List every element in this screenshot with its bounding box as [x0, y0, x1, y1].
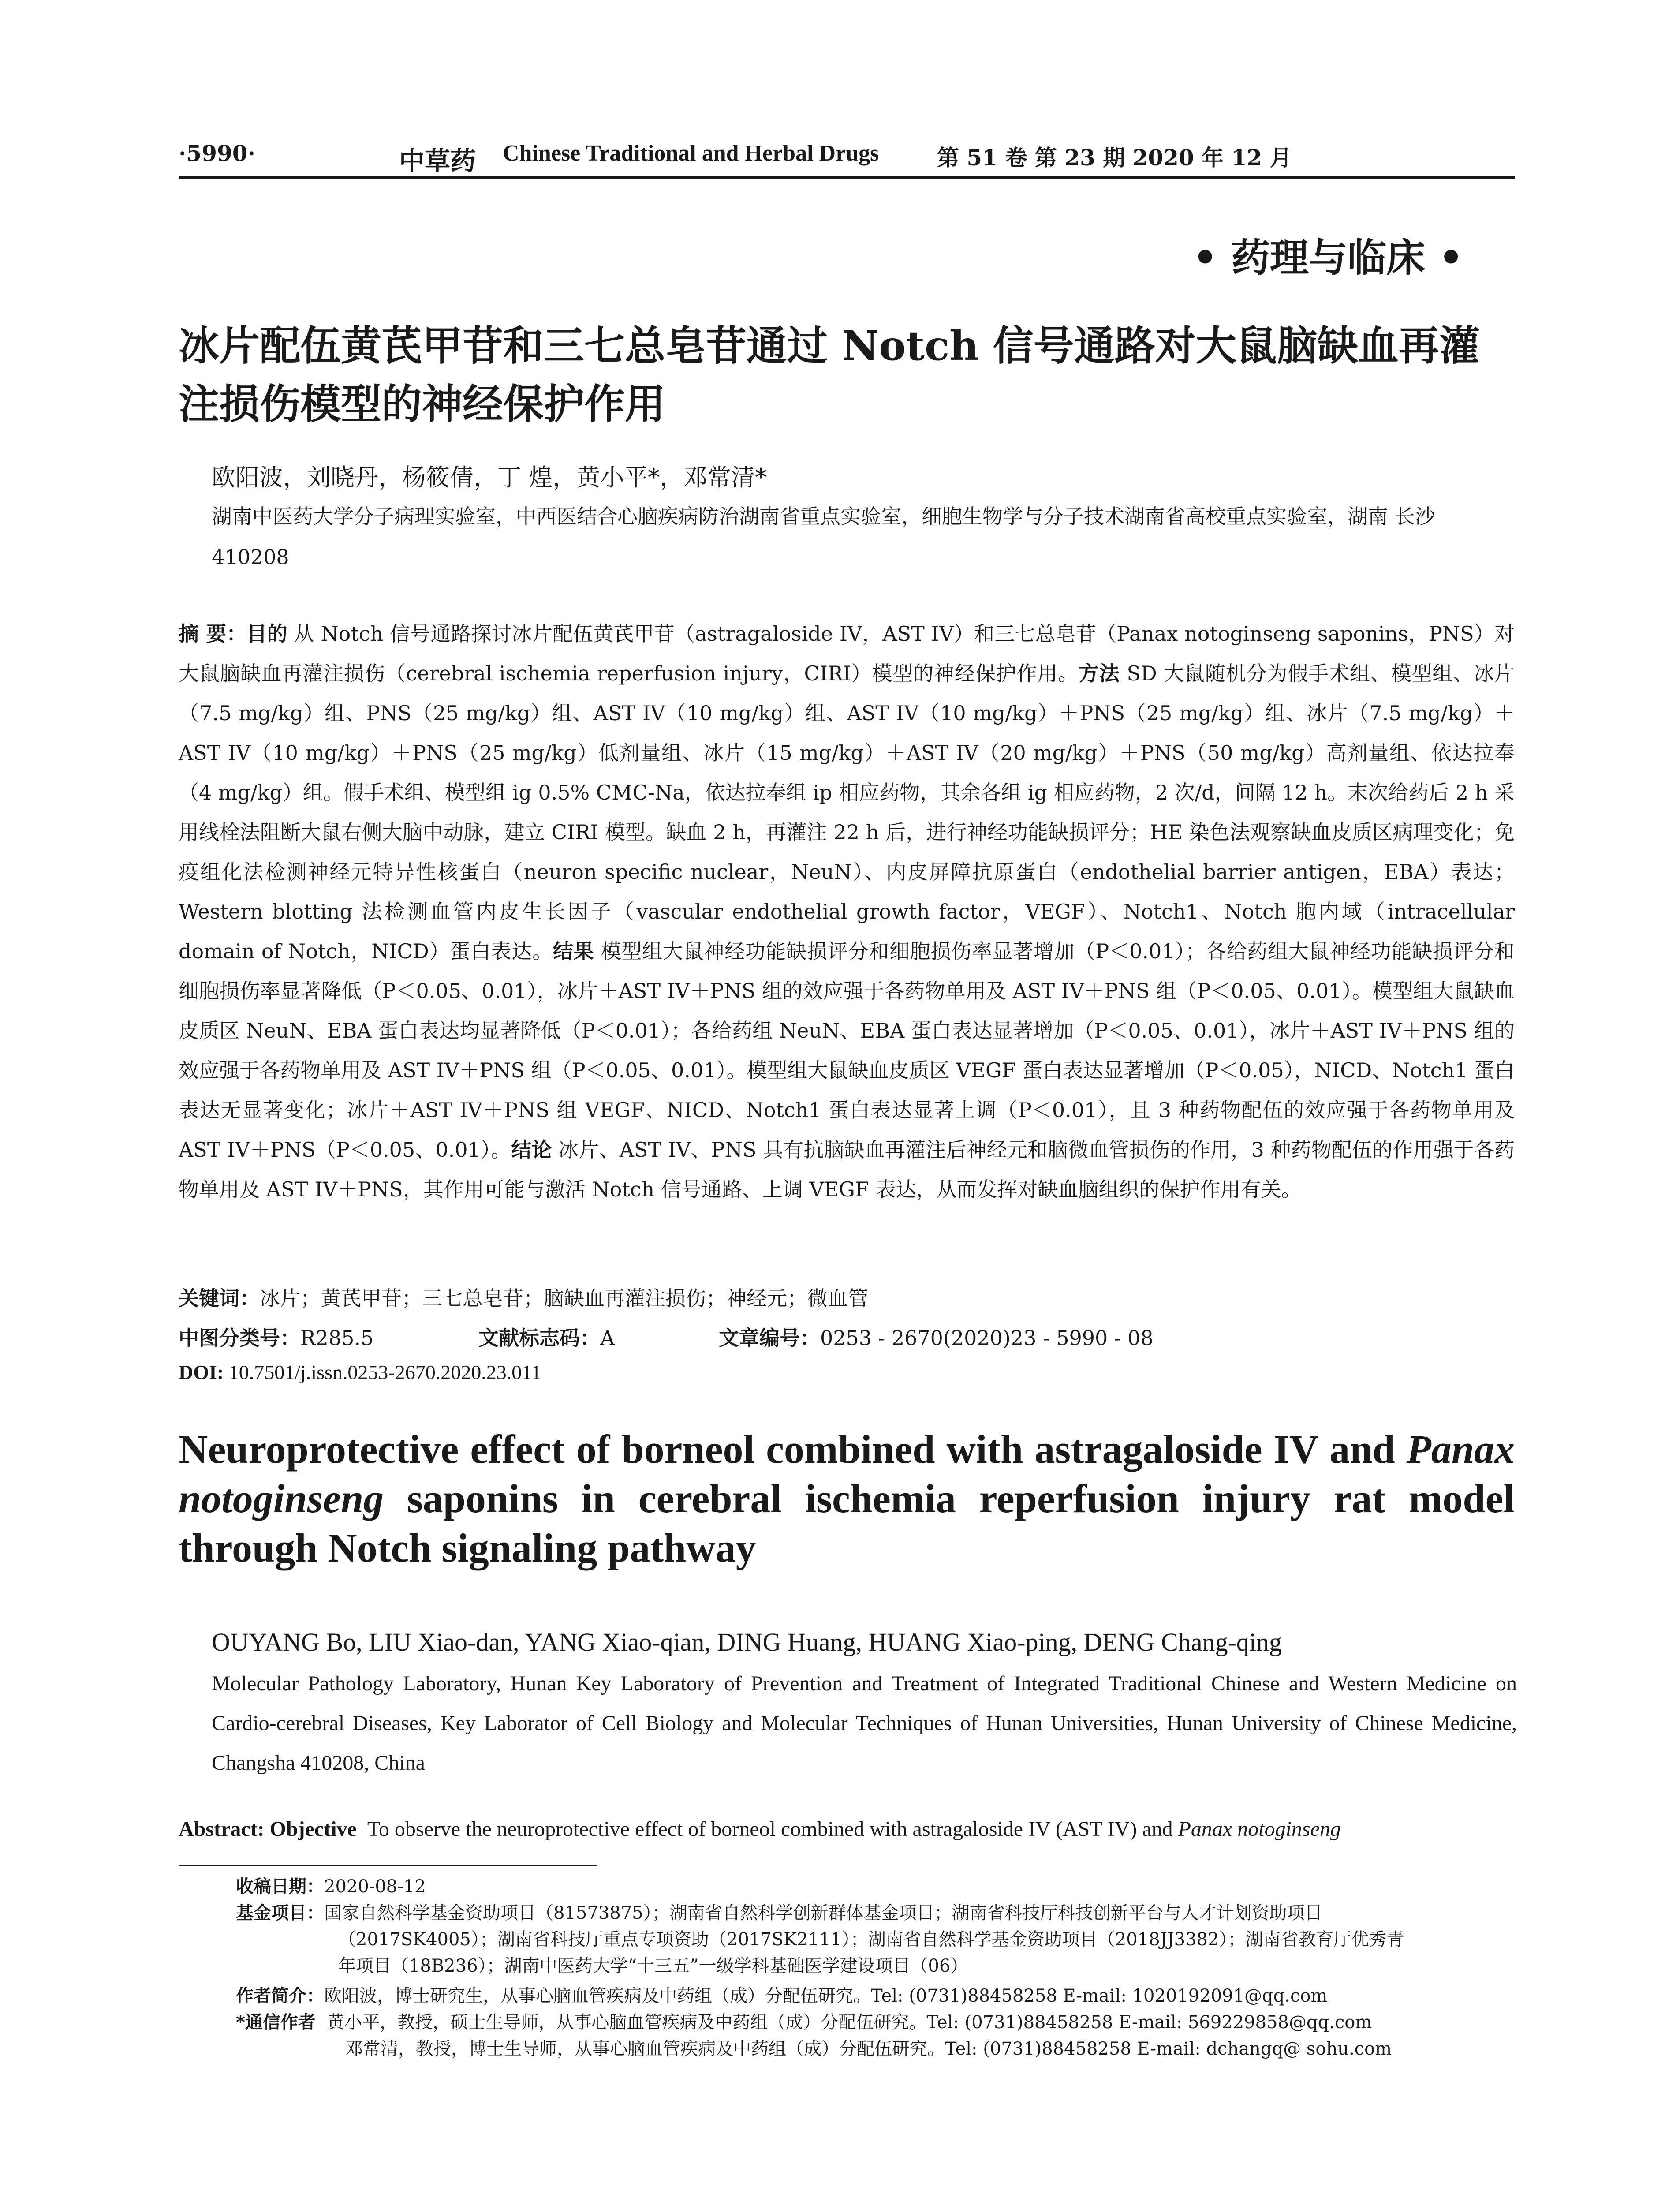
conclusion-label: 结论: [511, 1138, 552, 1162]
doc-code: [478, 1322, 615, 1351]
fund-line-1: 国家自然科学基金资助项目（81573875）；湖南省自然科学创新群体基金项目；湖南省科技厅科技创新平台与人才计划资助项目: [324, 1903, 1322, 1923]
received-value: 2020-08-12: [324, 1876, 426, 1897]
doi-label: DOI:: [179, 1361, 224, 1383]
footnote-author: [236, 1983, 1515, 2009]
title-cn: 冰片配伍黄芪甲苷和三七总皂苷通过 Notch 信号通路对大鼠脑缺血再灌注损伤模型的神经保护作用: [179, 322, 1480, 428]
footnote-received: [236, 1873, 1515, 1900]
clc-label: 中图分类号：: [179, 1326, 300, 1350]
doi: [179, 1360, 541, 1384]
result-text: 模型组大鼠神经功能缺损评分和细胞损伤率显著增加（P＜0.01）；各给药组大鼠神经功能缺损评分和细胞损伤率显著降低（P＜0.05、0.01），冰片＋AST IV＋PNS 组的效应强于各药物单用及 AST IV＋PNS 组（P＜0.05、0.01）。模型组大鼠缺血皮质区 NeuN、EBA 蛋白表达均显著降低（P＜0.01）；各给药组 NeuN、EBA 蛋白表达显著增加（P＜0.05、0.01），冰片＋AST IV＋PNS 组的效应强于各药物单用及 AST IV＋PNS 组（P＜0.05、0.01）。模型组大鼠缺血皮质区 VEGF 蛋白表达显著增加（P＜0.05），NICD、Notch1 蛋白表达无显著变化；冰片＋AST IV＋PNS 组 VEGF、NICD、Notch1 蛋白表达显著上调（P＜0.01），且 3 种药物配伍的效应强于各药物单用及 AST IV＋PNS（P＜0.05、0.01）。: [179, 939, 1515, 1162]
fund-line-2: （2017SK4005）；湖南省科技厅重点专项资助（2017SK2111）；湖南省自然科学基金资助项目（2018JJ3382）；湖南省教育厅优秀青: [338, 1929, 1404, 1950]
fund-label: 基金项目：: [236, 1903, 324, 1923]
abstract-en-label: Abstract: Objective: [179, 1817, 357, 1841]
journal-name-cn: 中草药: [399, 146, 476, 176]
title-en-part1: Neuroprotective effect of borneol combined with astragaloside IV and: [179, 1427, 1407, 1472]
classification-line: [179, 1322, 373, 1351]
abstract-cn: [179, 614, 1515, 1209]
abstract-cn-label: 摘 要：: [179, 622, 247, 646]
authors-cn: 欧阳波，刘晓丹，杨筱倩，丁 煌，黄小平*，邓常清*: [212, 463, 767, 491]
footnote-corresponding: [236, 2009, 1515, 2062]
objective-label: 目的: [246, 622, 287, 646]
title-en: [179, 1424, 1515, 1573]
article-number: [719, 1322, 1154, 1351]
abstract-en-text: To observe the neuroprotective effect of borneol combined with astragaloside IV (AST IV) and: [367, 1817, 1178, 1841]
abstract-en-italic: Panax notoginseng: [1178, 1817, 1341, 1841]
doc-value: A: [600, 1326, 615, 1350]
title-en-part2: saponins in cerebral ischemia reperfusion injury rat model through Notch signaling pathway: [179, 1476, 1515, 1570]
affiliation-cn: 湖南中医药大学分子病理实验室，中西医结合心脑疾病防治湖南省重点实验室，细胞生物学与分子技术湖南省高校重点实验室，湖南 长沙 410208: [212, 505, 1435, 569]
clc-value: R285.5: [300, 1326, 374, 1350]
corr-label: *通信作者: [236, 2012, 316, 2033]
header-rule: [179, 176, 1515, 179]
author-value: 欧阳波，博士研究生，从事心脑血管疾病及中药组（成）分配伍研究。Tel: (0731)88458258 E-mail: 1020192091@qq.com: [324, 1986, 1328, 2006]
keywords-value: 冰片；黄芪甲苷；三七总皂苷；脑缺血再灌注损伤；神经元；微血管: [260, 1286, 868, 1310]
method-text: SD 大鼠随机分为假手术组、模型组、冰片（7.5 mg/kg）组、PNS（25 mg/kg）组、AST IV（10 mg/kg）组、AST IV（10 mg/kg）＋PNS（25 mg/kg）组、冰片（7.5 mg/kg）＋AST IV（10 mg/kg）＋PNS（25 mg/kg）低剂量组、冰片（15 mg/kg）＋AST IV（20 mg/kg）＋PNS（50 mg/kg）高剂量组、依达拉奉（4 mg/kg）组。假手术组、模型组 ig 0.5% CMC-Na，依达拉奉组 ip 相应药物，其余各组 ig 相应药物，2 次/d，间隔 12 h。末次给药后 2 h 采用线栓法阻断大鼠右侧大脑中动脉，建立 CIRI 模型。缺血 2 h，再灌注 22 h 后，进行神经功能缺损评分；HE 染色法观察缺血皮质区病理变化；免疫组化法检测神经元特异性核蛋白（neuron specific nuclear，NeuN）、内皮屏障抗原蛋白（endothelial barrier antigen，EBA）表达；Western blotting 法检测血管内皮生长因子（vascular endothelial growth factor，VEGF）、Notch1、Notch 胞内域（intracellular domain of Notch，NICD）蛋白表达。: [179, 662, 1515, 963]
title-en-italic: Panax notoginseng: [179, 1427, 1515, 1521]
fund-line-3: 年项目（18B236）；湖南中医药大学“十三五”一级学科基础医学建设项目（06）: [338, 1956, 968, 1976]
page-number: ·5990·: [179, 140, 255, 166]
keywords-label: 关键词：: [179, 1286, 260, 1310]
objective-text: 从 Notch 信号通路探讨冰片配伍黄芪甲苷（astragaloside IV，AST IV）和三七总皂苷（Panax notoginseng saponins，PNS）对大鼠脑缺血再灌注损伤（cerebral ischemia reperfusion injury，CIRI）模型的神经保护作用。: [179, 622, 1515, 685]
conclusion-text: 冰片、AST IV、PNS 具有抗脑缺血再灌注后神经元和脑微血管损伤的作用，3 种药物配伍的作用强于各药物单用及 AST IV＋PNS，其作用可能与激活 Notch 信号通路、上调 VEGF 表达，从而发挥对缺血脑组织的保护作用有关。: [179, 1138, 1515, 1201]
doi-value: 10.7501/j.issn.0253-2670.2020.23.011: [228, 1361, 541, 1383]
footnote-fund: [236, 1900, 1515, 1979]
journal-name-en: Chinese Traditional and Herbal Drugs: [503, 141, 879, 166]
received-label: 收稿日期：: [236, 1876, 324, 1897]
issue-info: 第 51 卷 第 23 期 2020 年 12 月: [937, 145, 1292, 171]
doc-label: 文献标志码：: [478, 1326, 600, 1350]
affiliation-en: Molecular Pathology Laboratory, Hunan Key Laboratory of Prevention and Treatment of Integrated Traditional Chinese and Western Medicine on Cardio-cerebral Diseases, Key Laborator of Cell Biology and Molecular Techniques of Hunan Universities, Hunan University of Chinese Medicine, Changsha 410208, China: [212, 1672, 1517, 1775]
article-value: 0253 - 2670(2020)23 - 5990 - 08: [820, 1326, 1154, 1350]
author-label: 作者简介：: [236, 1986, 324, 2006]
section-tag: • 药理与临床 •: [1193, 235, 1463, 280]
authors-en: OUYANG Bo, LIU Xiao-dan, YANG Xiao-qian, DING Huang, HUANG Xiao-ping, DENG Chang-qing: [212, 1628, 1282, 1656]
abstract-en: [179, 1814, 1515, 1845]
corr-author-1: 黄小平，教授，硕士生导师，从事心脑血管疾病及中药组（成）分配伍研究。Tel: (0731)88458258 E-mail: 569229858@qq.com: [327, 2012, 1372, 2033]
keywords: [179, 1282, 868, 1312]
result-label: 结果: [553, 939, 594, 963]
corr-author-2: 邓常清，教授，博士生导师，从事心脑血管疾病及中药组（成）分配伍研究。Tel: (0731)88458258 E-mail: dchangq@ sohu.com: [345, 2039, 1392, 2059]
article-label: 文章编号：: [719, 1326, 820, 1350]
method-label: 方法: [1079, 662, 1120, 685]
footnote-rule: [179, 1865, 597, 1866]
